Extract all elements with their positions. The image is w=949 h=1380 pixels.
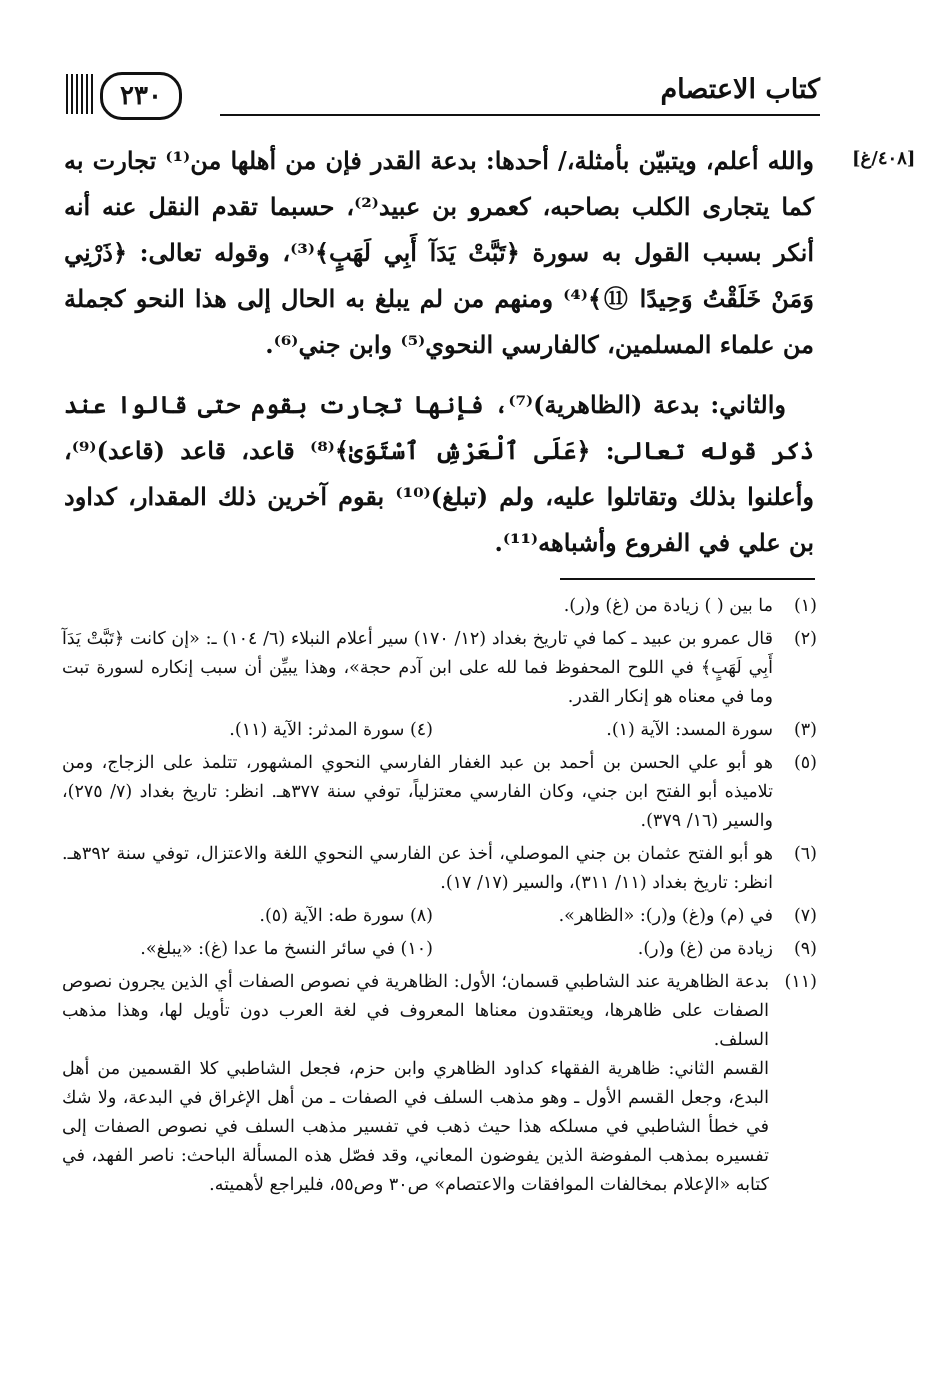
book-title: كتاب الاعتصام — [660, 74, 820, 105]
ornament-bars — [66, 74, 94, 114]
footnote-7-text: في (م) و(غ) و(ر): «الظاهر». — [558, 906, 773, 926]
footnotes — [62, 592, 817, 1204]
footnote-text: ما بين ( ) زيادة من (غ) و(ر). — [563, 596, 773, 616]
main-paragraph-2: والثاني: بدعة (الظاهرية)⁽⁷⁾، فإنها تجارت بقوم حتى قالوا عند ذكر قوله تعالى: ﴿عَلَى ٱلْعَرْشِ ٱسْتَوَىٰ﴾⁽⁸⁾ قاعد، قاعد (قاعد)⁽⁹⁾، وأعلنوا بذلك وتقاتلوا عليه، ولم (تبلغ)⁽¹⁰⁾ بقوم آخرين ذلك المقدار، كداود بن علي في الفروع وأشباهه⁽¹¹⁾. — [64, 390, 814, 557]
footnote-number: (٩) — [793, 939, 817, 959]
footnote-8 — [62, 902, 433, 931]
page-number: ٢٣٠ — [100, 72, 182, 120]
footnote-10 — [62, 935, 433, 964]
footnote-6 — [62, 840, 817, 898]
manuscript-page-marker: [٤٠٨/غ] — [852, 148, 916, 169]
footnote-separator — [560, 578, 815, 580]
footnote-number: (٤) — [409, 720, 433, 740]
footnote-11 — [62, 968, 817, 1200]
footnote-3-4 — [62, 716, 817, 745]
footnote-1 — [62, 592, 817, 621]
page-header — [60, 62, 820, 124]
footnote-3-text: سورة المسد: الآية (١). — [606, 720, 773, 740]
footnote-number: (٦) — [793, 844, 817, 864]
page-number-ornament — [60, 70, 180, 118]
footnote-text: هو أبو علي الحسن بن أحمد بن عبد الغفار الفارسي النحوي المشهور، تتلمذ على الزجاج، ومن تلاميذه أبو الفتح ابن جني، وكان الفارسي معتزلياً، توفي سنة ٣٧٧هـ. انظر: تاريخ بغداد (٧/ ٢٧٥)، والسير (١٦/ ٣٧٩). — [62, 753, 773, 831]
footnote-number: (٣) — [793, 720, 817, 740]
footnote-11-para-2: القسم الثاني: ظاهرية الفقهاء كداود الظاهري وابن حزم، فجعل الشاطبي كلا القسمين من أهل البدع، وجعل القسم الأول ـ وهو مذهب السلف في الصفات ـ من أهل الإغراق في البدعة، ولا شك في خطأ الشاطبي في مسلكه هذا حيث ذهب في تفسير مذهب السلف في نصوص الصفات إلى تفسيره بمذهب المفوضة الذين يفوضون المعاني، وقد فصّل هذه المسألة الباحث: ناصر الفهد، في كتابه «الإعلام بمخالفات الموافقات والاعتصام» ص٣٠ وص٥٥، فليراجع لأهميته. — [62, 1059, 769, 1195]
footnote-number: (٥) — [793, 753, 817, 773]
footnote-2 — [62, 625, 817, 712]
footnote-number: (١١) — [784, 972, 817, 992]
footnote-8-text: سورة طه: الآية (٥). — [259, 906, 405, 926]
footnote-4 — [62, 716, 433, 745]
footnote-number: (١٠) — [400, 939, 433, 959]
footnote-number: (٧) — [793, 906, 817, 926]
footnote-number: (١) — [793, 596, 817, 616]
footnote-4-text: سورة المدثر: الآية (١١). — [229, 720, 405, 740]
main-text — [64, 138, 814, 566]
footnote-9-text: زيادة من (غ) و(ر). — [637, 939, 773, 959]
main-paragraph-1: والله أعلم، ويتبيّن بأمثلة،/ أحدها: بدعة القدر فإن من أهلها من⁽¹⁾ تجارت به كما يتجارى الكلب بصاحبه، كعمرو بن عبيد⁽²⁾، حسبما تقدم النقل عنه أنه أنكر بسبب القول به سورة ﴿تَبَّتْ يَدَآ أَبِي لَهَبٍ﴾⁽³⁾، وقوله تعالى: ﴿ذَرْنِي وَمَنْ خَلَقْتُ وَحِيدًا ⑪﴾⁽⁴⁾ ومنهم من لم يبلغ به الحال إلى هذا النحو كجملة من علماء المسلمين، كالفارسي النحوي⁽⁵⁾ وابن جني⁽⁶⁾. — [64, 146, 815, 359]
footnote-text: قال عمرو بن عبيد ـ كما في تاريخ بغداد (١٢/ ١٧٠) سير أعلام النبلاء (٦/ ١٠٤) ـ: «إن كانت ﴿تَبَّتْ يَدَآ أَبِي لَهَبٍ﴾ في اللوح المحفوظ فما لله على ابن آدم حجة»، وهذا يبيِّن أن سبب إنكاره لسورة تبت وما في معناه هو إنكار القدر. — [62, 629, 774, 707]
header-rule — [220, 114, 820, 116]
footnote-9-10 — [62, 935, 817, 964]
footnote-5 — [62, 749, 817, 836]
footnote-text: هو أبو الفتح عثمان بن جني الموصلي، أخذ عن الفارسي النحوي اللغة والاعتزال، توفي سنة ٣٩٢هـ. انظر: تاريخ بغداد (١١/ ٣١١)، والسير (١٧/ ١٧). — [62, 844, 773, 893]
footnote-number: (٢) — [793, 629, 817, 649]
footnote-11-para-1: بدعة الظاهرية عند الشاطبي قسمان؛ الأول: الظاهرية في نصوص الصفات أي الذين يجرون نصوص الصفات على ظاهرها، ويعتقدون معناها المعروف في لغة العرب دون تأويل لها، وهذا مذهب السلف. — [62, 972, 769, 1050]
footnote-number: (٨) — [409, 906, 433, 926]
footnote-10-text: في سائر النسخ ما عدا (غ): «يبلغ». — [140, 939, 395, 959]
footnote-7-8 — [62, 902, 817, 931]
